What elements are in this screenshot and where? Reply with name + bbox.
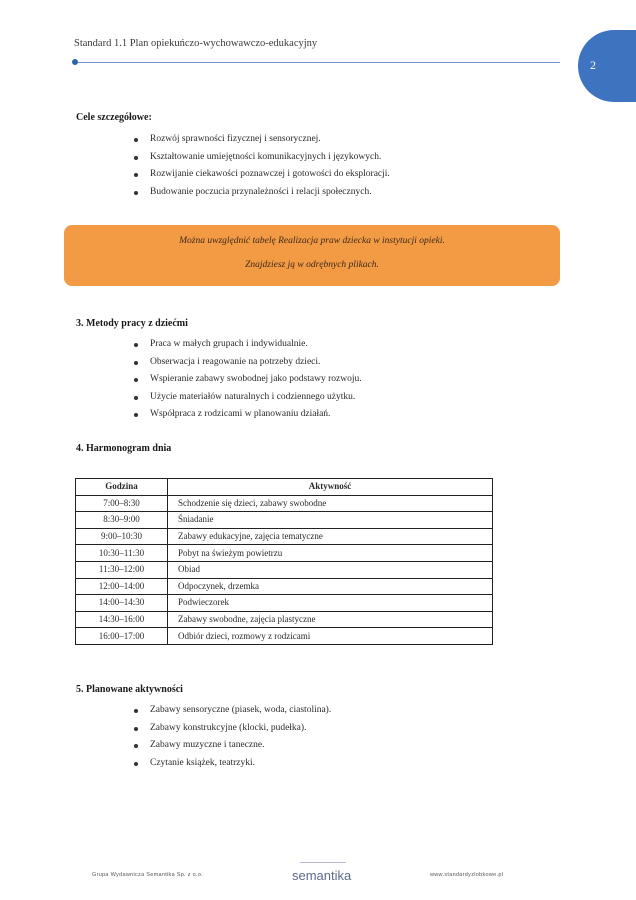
activity-cell: Śniadanie — [168, 512, 493, 529]
page-number-tab — [578, 30, 636, 102]
methods-list — [134, 336, 362, 424]
table-row — [76, 561, 493, 578]
footer-website-link[interactable]: www.standardyzlobkowe.pl — [430, 872, 504, 878]
methods-heading: 3. Metody pracy z dziećmi — [76, 318, 188, 329]
time-cell: 16:00–17:00 — [76, 628, 168, 645]
list-item: Użycie materiałów naturalnych i codziennego użytku. — [134, 389, 362, 407]
list-item: Budowanie poczucia przynależności i relacji społecznych. — [134, 184, 390, 202]
time-cell: 12:00–14:00 — [76, 578, 168, 595]
activity-cell: Podwieczorek — [168, 595, 493, 612]
list-item: Kształtowanie umiejętności komunikacyjnych i językowych. — [134, 149, 390, 167]
table-row — [76, 628, 493, 645]
header-dot — [72, 59, 78, 65]
time-cell: 14:30–16:00 — [76, 611, 168, 628]
list-item: Rozwój sprawności fizycznej i sensorycznej. — [134, 131, 390, 149]
activity-cell: Schodzenie się dzieci, zabawy swobodne — [168, 495, 493, 512]
page-header-title: Standard 1.1 Plan opiekuńczo-wychowawczo-edukacyjny — [74, 38, 318, 49]
list-item: Wspieranie zabawy swobodnej jako podstawy rozwoju. — [134, 371, 362, 389]
table-header-row — [76, 479, 493, 496]
table-row — [76, 578, 493, 595]
time-cell: 9:00–10:30 — [76, 528, 168, 545]
time-cell: 14:00–14:30 — [76, 595, 168, 612]
callout-line: Można uwzględnić tabelę Realizacja praw dziecka w instytucji opieki. — [179, 236, 445, 246]
table-row — [76, 611, 493, 628]
table-row — [76, 495, 493, 512]
activity-cell: Pobyt na świeżym powietrzu — [168, 545, 493, 562]
semantika-logo: semantika — [292, 868, 352, 883]
time-cell: 7:00–8:30 — [76, 495, 168, 512]
table-row — [76, 512, 493, 529]
time-cell: 8:30–9:00 — [76, 512, 168, 529]
time-cell: 10:30–11:30 — [76, 545, 168, 562]
page-number: 2 — [590, 58, 596, 72]
activity-cell: Zabawy swobodne, zajęcia plastyczne — [168, 611, 493, 628]
activity-cell: Obiad — [168, 561, 493, 578]
activities-heading: 5. Planowane aktywności — [76, 684, 183, 695]
callout-line: Znajdziesz ją w odrębnych plikach. — [245, 260, 379, 270]
header-rule — [74, 62, 560, 63]
footer-publisher: Grupa Wydawnicza Semantika Sp. z o.o. — [92, 872, 204, 878]
goals-list — [134, 131, 390, 201]
activities-list — [134, 702, 331, 772]
table-row — [76, 545, 493, 562]
list-item: Rozwijanie ciekawości poznawczej i gotowości do eksploracji. — [134, 166, 390, 184]
info-callout — [64, 225, 560, 286]
table-row — [76, 528, 493, 545]
list-item: Zabawy konstrukcyjne (klocki, pudełka). — [134, 720, 331, 738]
list-item: Praca w małych grupach i indywidualnie. — [134, 336, 362, 354]
list-item: Obserwacja i reagowanie na potrzeby dzieci. — [134, 354, 362, 372]
column-header-activity: Aktywność — [168, 479, 493, 496]
schedule-heading: 4. Harmonogram dnia — [76, 443, 172, 454]
activity-cell: Zabawy edukacyjne, zajęcia tematyczne — [168, 528, 493, 545]
table-row — [76, 595, 493, 612]
list-item: Zabawy sensoryczne (piasek, woda, ciastolina). — [134, 702, 331, 720]
column-header-time: Godzina — [76, 479, 168, 496]
list-item: Zabawy muzyczne i taneczne. — [134, 737, 331, 755]
goals-heading: Cele szczegółowe: — [76, 112, 152, 123]
time-cell: 11:30–12:00 — [76, 561, 168, 578]
activity-cell: Odpoczynek, drzemka — [168, 578, 493, 595]
schedule-table — [75, 478, 493, 645]
list-item: Czytanie książek, teatrzyki. — [134, 755, 331, 773]
logo-decoration — [300, 862, 346, 863]
activity-cell: Odbiór dzieci, rozmowy z rodzicami — [168, 628, 493, 645]
list-item: Współpraca z rodzicami w planowaniu działań. — [134, 406, 362, 424]
